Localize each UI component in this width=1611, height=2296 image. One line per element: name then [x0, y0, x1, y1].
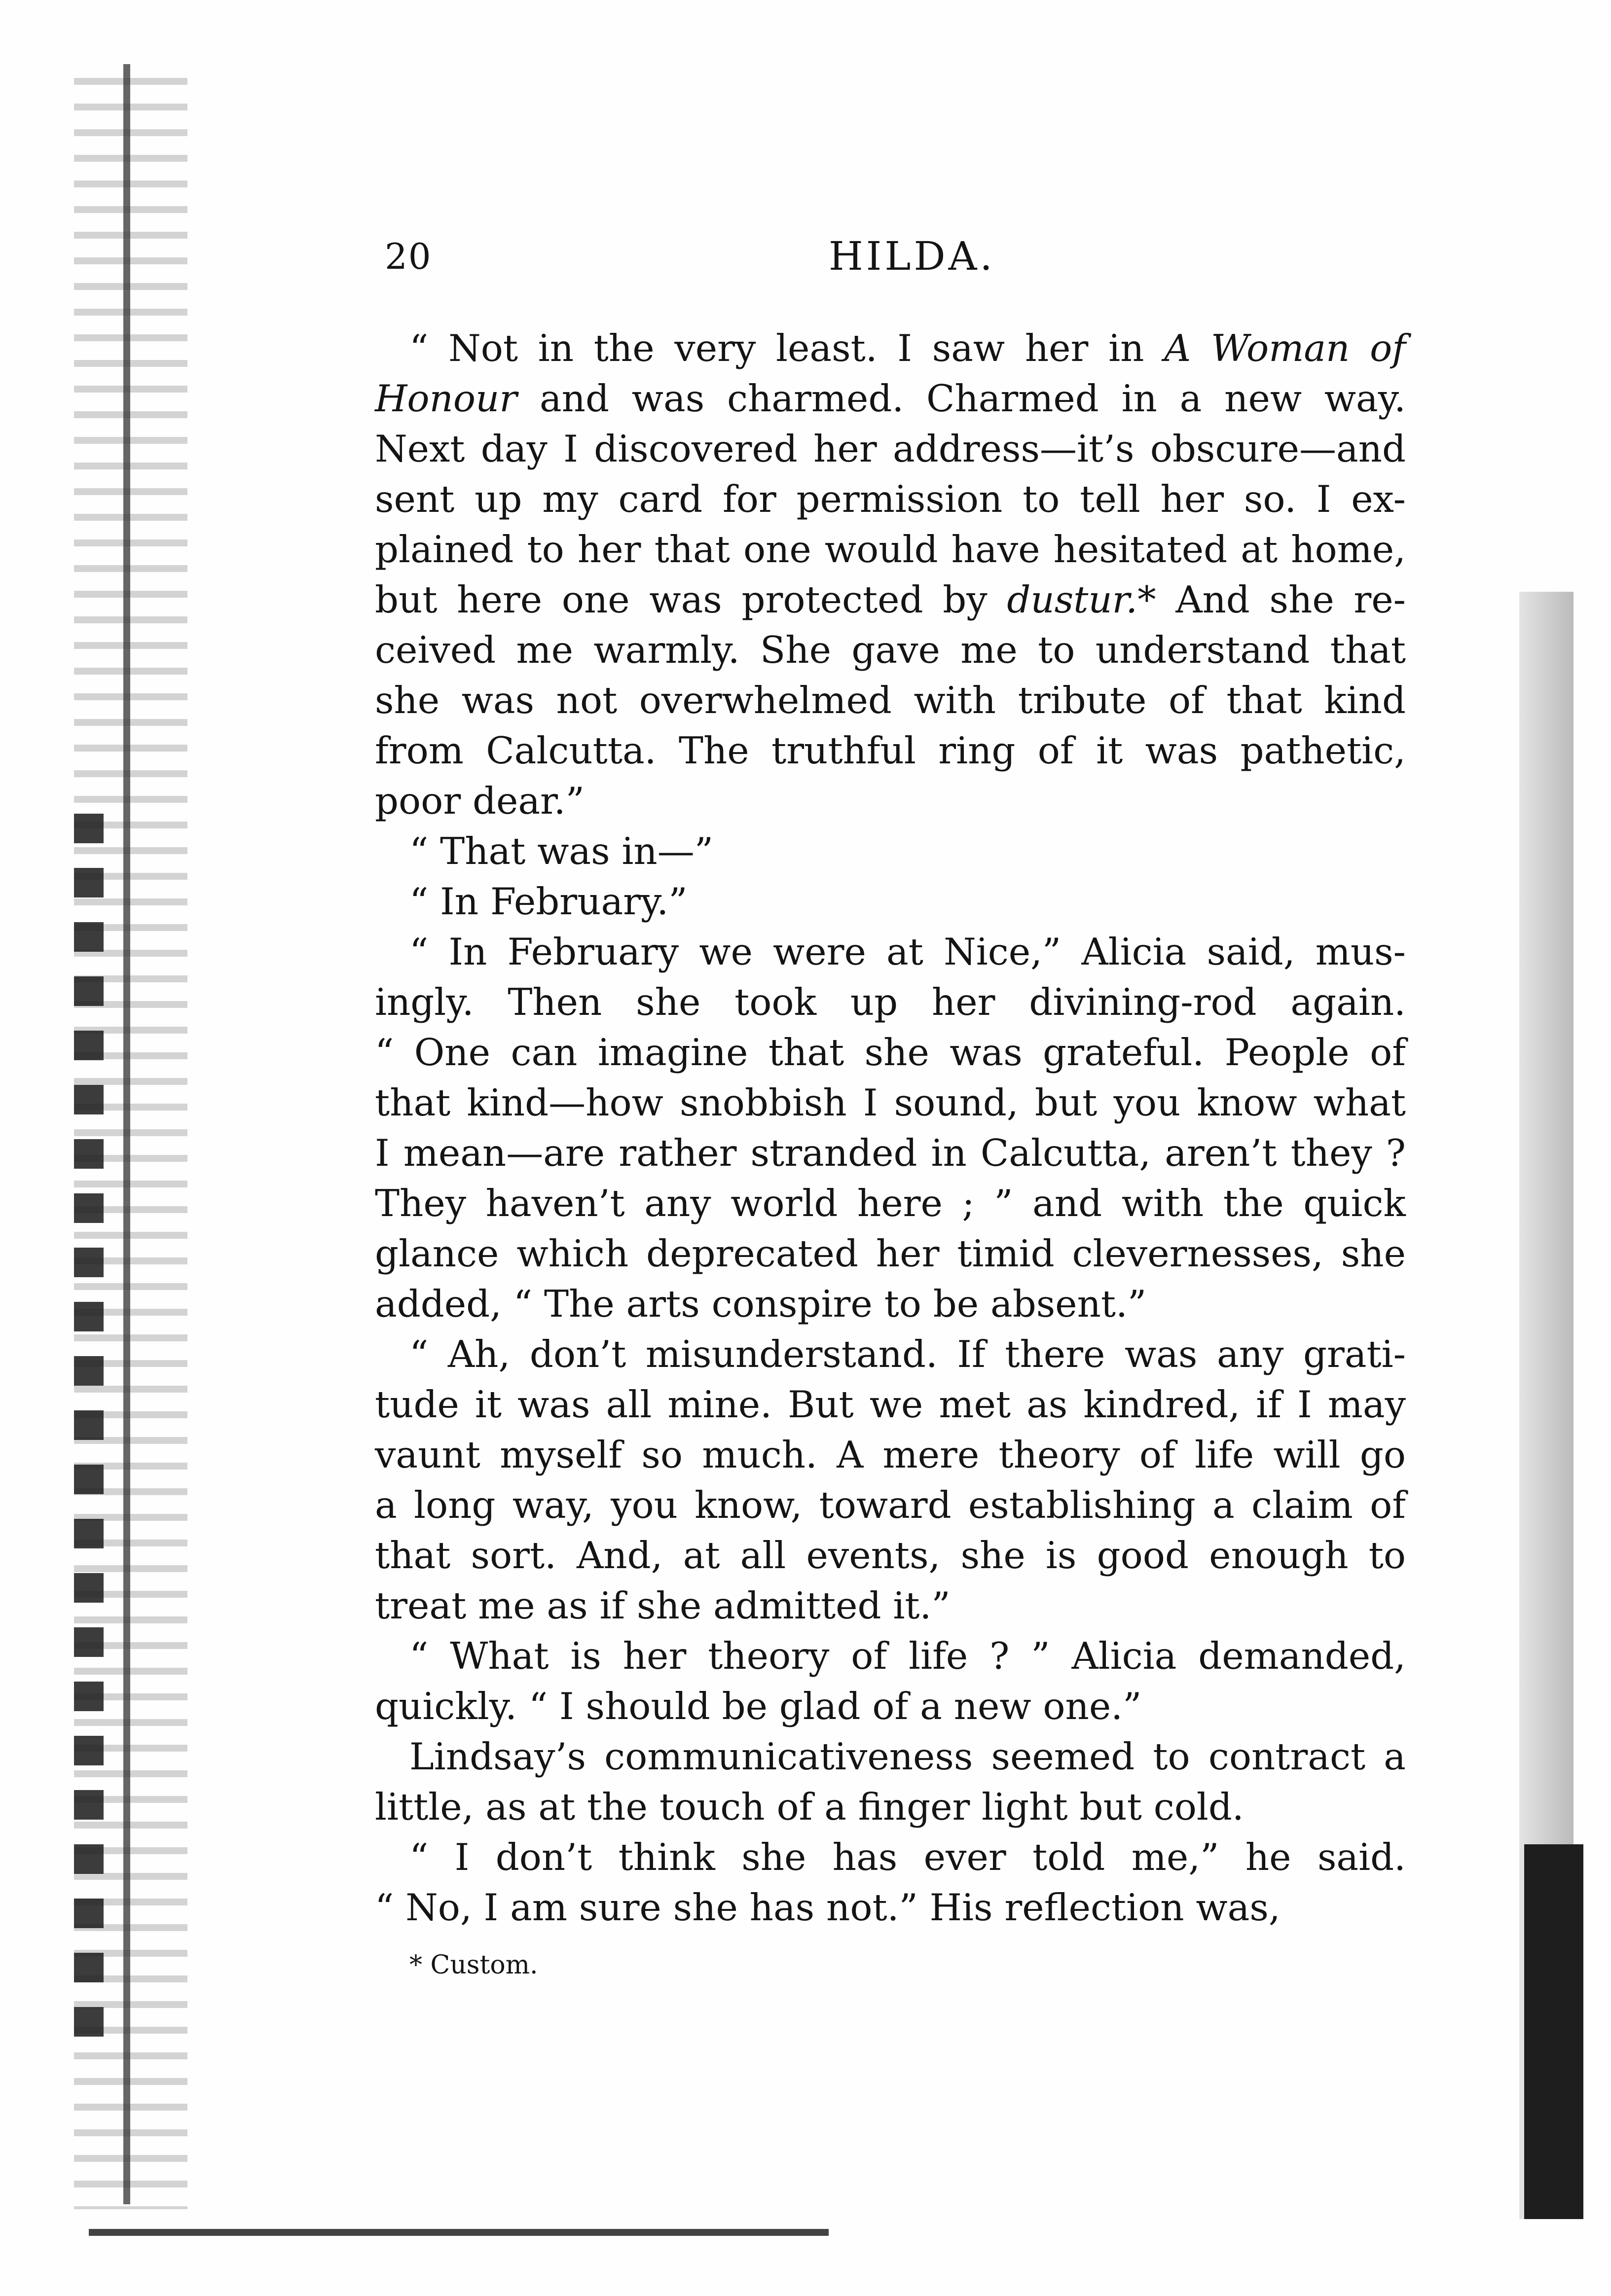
- text-segment: glance which deprecated her timid clevernesses, she: [375, 1232, 1406, 1275]
- text-line: [375, 675, 1406, 725]
- text-segment: Next day I discovered her address—it’s obscure—and: [375, 427, 1406, 470]
- page-header: [385, 232, 1426, 291]
- running-title: HILDA.: [829, 233, 995, 279]
- text-line: [375, 373, 1406, 424]
- text-segment: sent up my card for permission to tell her so. I ex-: [375, 477, 1406, 521]
- text-segment: And she re-: [1156, 578, 1406, 621]
- text-line: [375, 625, 1406, 675]
- binding-edge: [123, 64, 130, 2204]
- text-line: [375, 1480, 1406, 1530]
- text-segment: poor dear.”: [375, 779, 585, 823]
- text-line: [375, 1279, 1406, 1329]
- text-segment: I mean—are rather stranded in Calcutta, aren’t they ?: [375, 1131, 1406, 1175]
- text-line: [375, 1731, 1406, 1782]
- text-segment: “ No, I am sure she has not.” His reflection was,: [375, 1886, 1281, 1929]
- binding-stitching: [74, 814, 104, 2056]
- text-segment: vaunt myself so much. A mere theory of life will go: [375, 1433, 1406, 1476]
- text-segment: “ I don’t think she has ever told me,” he said.: [409, 1835, 1406, 1879]
- text-line: [375, 1228, 1406, 1279]
- text-line: [375, 1379, 1406, 1430]
- text-segment: ingly. Then she took up her divining-rod again.: [375, 980, 1406, 1024]
- text-segment: Lindsay’s communicativeness seemed to contract a: [409, 1735, 1406, 1778]
- text-segment: treat me as if she admitted it.”: [375, 1584, 951, 1627]
- text-line: [375, 725, 1406, 776]
- text-segment: from Calcutta. The truthful ring of it was pathetic,: [375, 729, 1406, 772]
- text-segment: “ In February.”: [409, 880, 688, 923]
- text-line: [375, 1580, 1406, 1631]
- text-segment: “ Ah, don’t misunderstand. If there was any grati-: [409, 1332, 1406, 1376]
- page-number: 20: [385, 236, 432, 277]
- bottom-edge: [89, 2229, 829, 2236]
- text-line: [375, 1077, 1406, 1128]
- text-segment: quickly. “ I should be glad of a new one.”: [375, 1685, 1142, 1728]
- text-segment: Honour: [375, 377, 517, 420]
- text-segment: ceived me warmly. She gave me to understand that: [375, 628, 1406, 672]
- text-segment: little, as at the touch of a finger light but cold.: [375, 1785, 1244, 1829]
- text-line: [375, 1882, 1406, 1933]
- text-line: [375, 977, 1406, 1027]
- right-margin-dark-patch: [1524, 1844, 1583, 2219]
- body-text: [375, 323, 1406, 1933]
- text-segment: “ In February we were at Nice,” Alicia said, mus-: [409, 930, 1406, 973]
- text-segment: and was charmed. Charmed in a new way.: [517, 377, 1406, 420]
- text-line: [375, 1329, 1406, 1379]
- text-line: [375, 474, 1406, 524]
- text-line: [375, 424, 1406, 474]
- text-line: [375, 1631, 1406, 1681]
- text-segment: added, “ The arts conspire to be absent.”: [375, 1282, 1147, 1326]
- text-line: [375, 1530, 1406, 1580]
- text-line: [375, 574, 1406, 625]
- text-line: [375, 1782, 1406, 1832]
- footnote: * Custom.: [409, 1950, 538, 1980]
- text-segment: she was not overwhelmed with tribute of that kind: [375, 679, 1406, 722]
- text-line: [375, 1178, 1406, 1228]
- text-line: [375, 1027, 1406, 1077]
- text-segment: that kind—how snobbish I sound, but you know what: [375, 1081, 1406, 1124]
- text-segment: “ What is her theory of life ? ” Alicia demanded,: [409, 1634, 1406, 1678]
- text-segment: dustur.*: [1007, 578, 1156, 621]
- text-line: [375, 524, 1406, 574]
- text-line: [375, 1128, 1406, 1178]
- text-segment: “ One can imagine that she was grateful. People of: [375, 1031, 1406, 1074]
- text-line: [375, 1681, 1406, 1731]
- text-line: [375, 776, 1406, 826]
- text-segment: plained to her that one would have hesitated at home,: [375, 528, 1406, 571]
- text-line: [375, 323, 1406, 373]
- text-segment: tude it was all mine. But we met as kindred, if I may: [375, 1383, 1406, 1426]
- text-line: [375, 927, 1406, 977]
- text-line: [375, 876, 1406, 927]
- text-segment: a long way, you know, toward establishing a claim of: [375, 1483, 1406, 1527]
- text-segment: A Woman of: [1164, 326, 1406, 370]
- text-segment: “ That was in—”: [409, 829, 714, 873]
- text-segment: that sort. And, at all events, she is good enough to: [375, 1534, 1406, 1577]
- text-segment: “ Not in the very least. I saw her in: [409, 326, 1165, 370]
- text-line: [375, 1832, 1406, 1882]
- text-segment: but here one was protected by: [375, 578, 1007, 621]
- text-line: [375, 1430, 1406, 1480]
- text-segment: They haven’t any world here ; ” and with the quick: [375, 1182, 1406, 1225]
- text-line: [375, 826, 1406, 876]
